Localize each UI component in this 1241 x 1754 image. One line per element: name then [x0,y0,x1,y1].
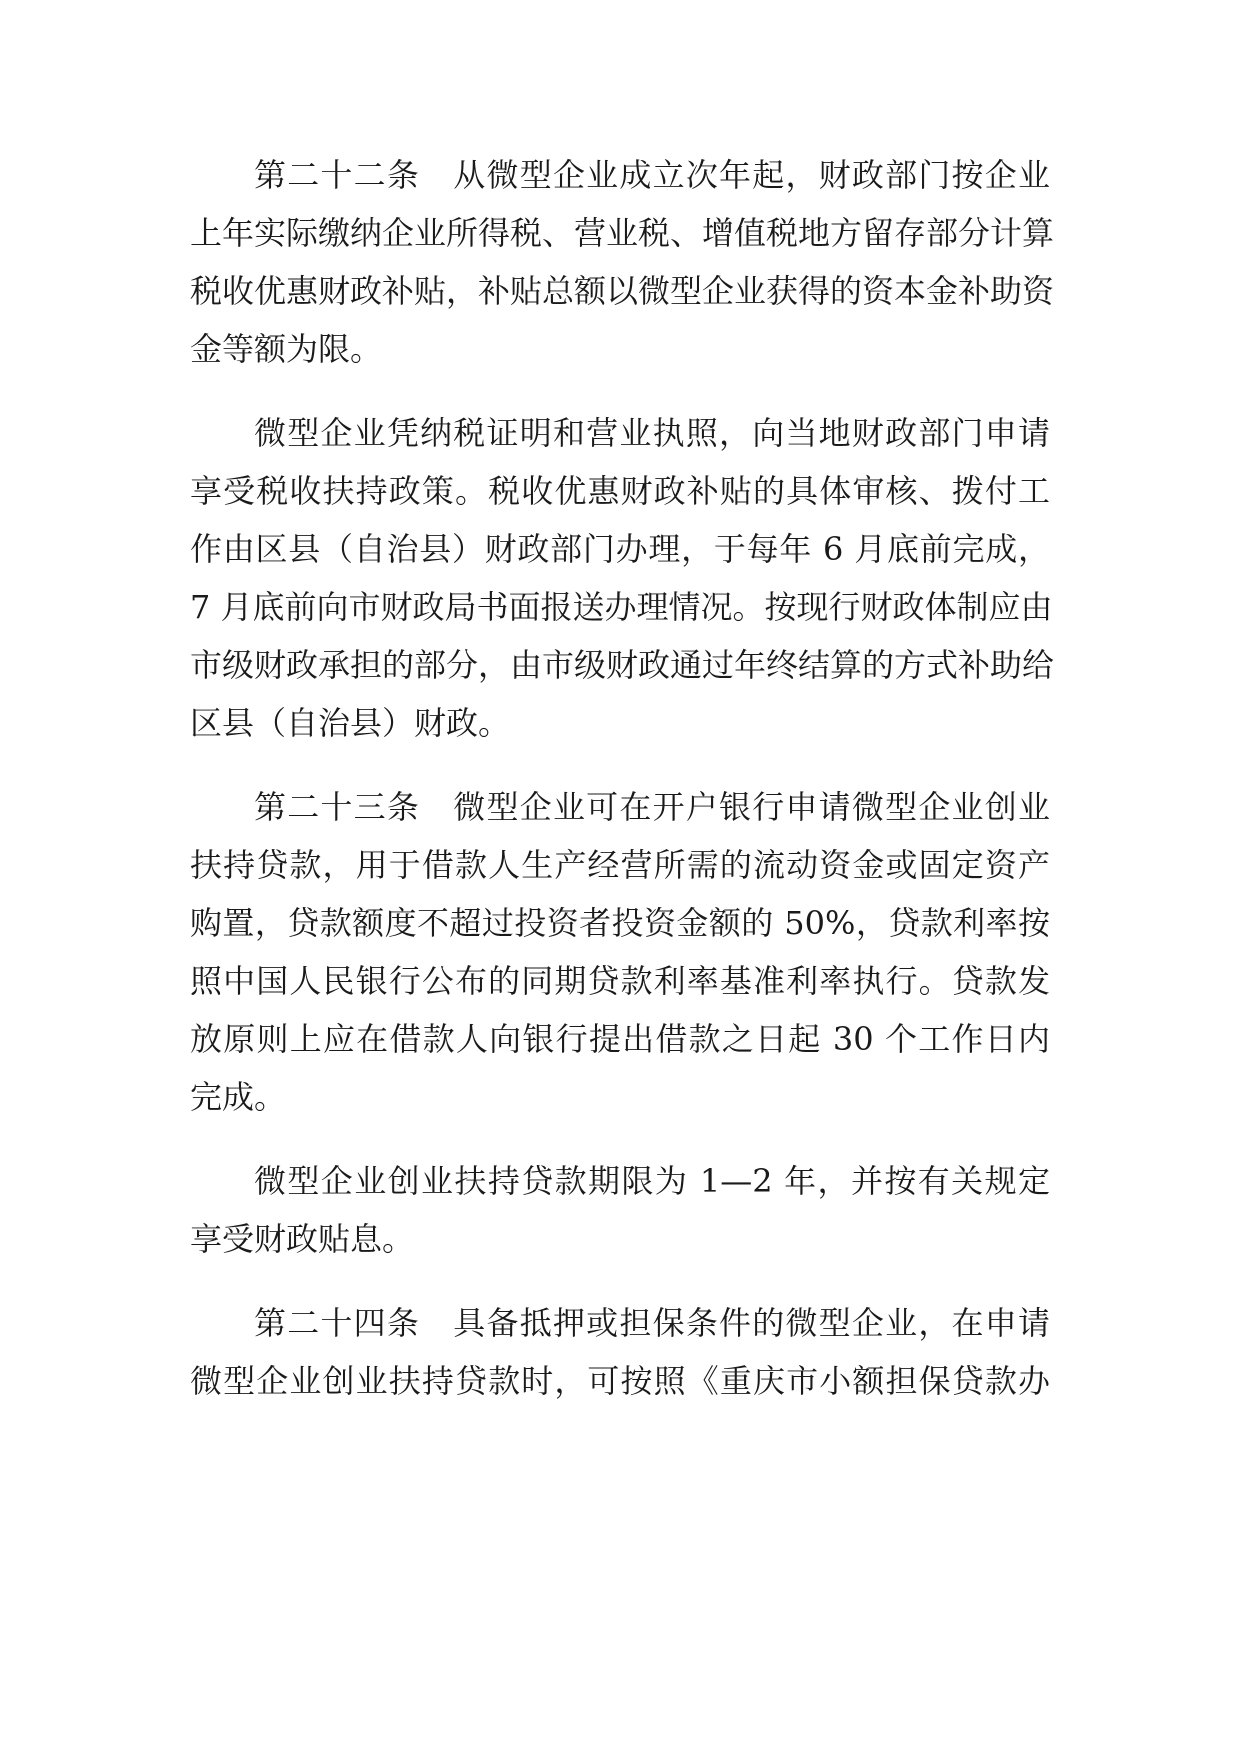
text-line: 第二十四条 具备抵押或担保条件的微型企业，在申请 [254,1304,1050,1342]
paragraph-loan-term [190,1152,1050,1268]
text-line: 税收优惠财政补贴，补贴总额以微型企业获得的资本金补助资 [190,272,1055,310]
text-line: 市级财政承担的部分，由市级财政通过年终结算的方式补助给 [190,646,1055,684]
document-body [190,146,1055,1436]
paragraph-tax-support [190,404,1055,752]
text-line: 第二十三条 微型企业可在开户银行申请微型企业创业 [254,788,1050,826]
text-line: 照中国人民银行公布的同期贷款利率基准利率执行。贷款发 [190,962,1050,1000]
text-line: 享受财政贴息。 [190,1220,415,1258]
text-line: 第二十二条 从微型企业成立次年起，财政部门按企业 [254,156,1050,194]
paragraph-article-22 [190,146,1055,378]
paragraph-article-23 [190,778,1050,1126]
text-line: 金等额为限。 [190,330,383,368]
paragraph-article-24 [190,1294,1050,1410]
text-line: 微型企业凭纳税证明和营业执照，向当地财政部门申请 [254,414,1050,452]
text-line: 扶持贷款，用于借款人生产经营所需的流动资金或固定资产 [190,846,1050,884]
text-line: 上年实际缴纳企业所得税、营业税、增值税地方留存部分计算 [190,214,1055,252]
text-line: 7 月底前向市财政局书面报送办理情况。按现行财政体制应由 [190,588,1053,626]
text-line: 作由区县（自治县）财政部门办理，于每年 6 月底前完成， [190,530,1050,568]
text-line: 购置，贷款额度不超过投资者投资金额的 50%，贷款利率按 [190,904,1050,942]
text-line: 微型企业创业扶持贷款期限为 1—2 年，并按有关规定 [254,1162,1050,1200]
text-line: 区县（自治县）财政。 [190,704,511,742]
text-line: 完成。 [190,1078,287,1116]
text-line: 放原则上应在借款人向银行提出借款之日起 30 个工作日内 [190,1020,1050,1058]
text-line: 微型企业创业扶持贷款时，可按照《重庆市小额担保贷款办 [190,1362,1050,1400]
text-line: 享受税收扶持政策。税收优惠财政补贴的具体审核、拨付工 [190,472,1050,510]
